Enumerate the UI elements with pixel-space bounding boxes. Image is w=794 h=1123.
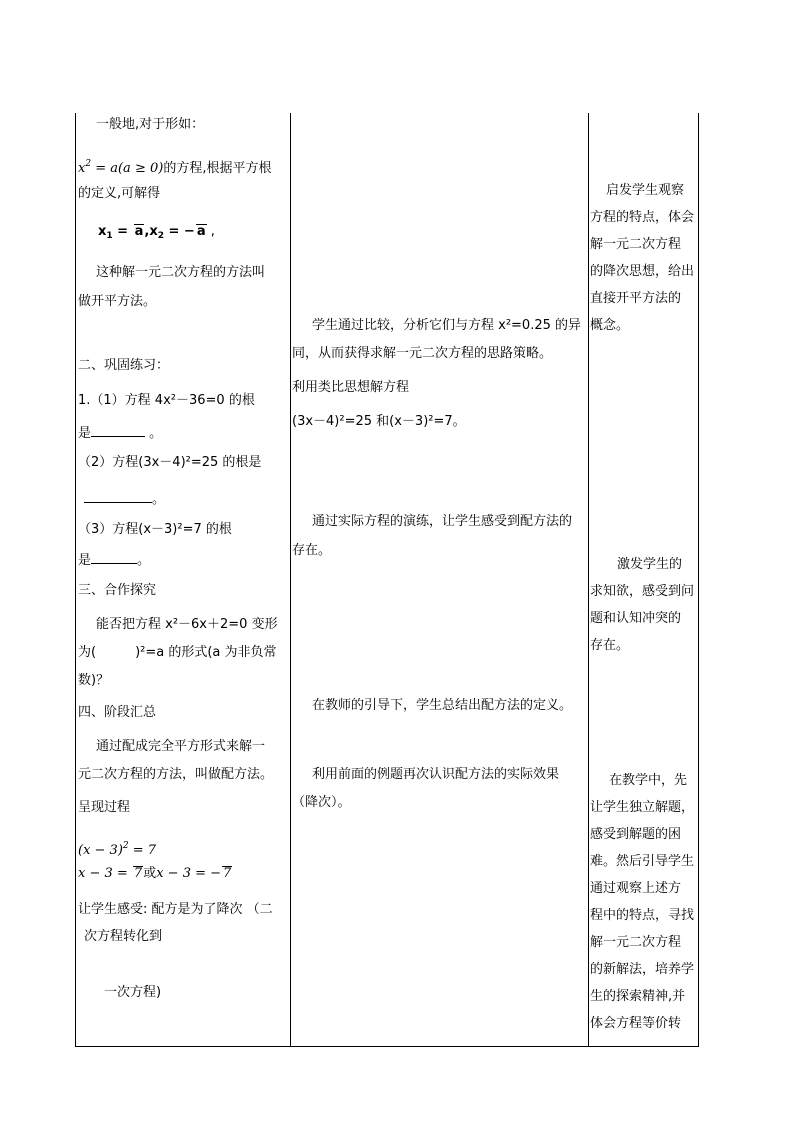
- inspire1-line5: 直接开平方法的: [590, 291, 682, 306]
- exercise-3-line1: （3）方程(x－3)²=7 的根: [78, 522, 232, 537]
- exercise-1-line2: [78, 424, 162, 442]
- teaching-line8: 的新解法，培养学: [590, 962, 695, 977]
- guide-text: 在教师的引导下，学生总结出配方法的定义。: [312, 698, 573, 713]
- equation-form-math: $x^2 = a(a \ge 0)$: [78, 159, 164, 176]
- section-heading-2: 二、巩固练习：: [78, 358, 170, 373]
- feel-line2: 次方程转化到: [84, 929, 163, 944]
- practice-line1: 通过实际方程的演练，让学生感受到配方法的: [312, 514, 573, 529]
- method-desc-line2: 做开平方法。: [78, 294, 157, 309]
- inspire1-line6: 概念。: [590, 318, 630, 333]
- table-border-left: [75, 113, 76, 1047]
- teaching-line2: 让学生独立解题，: [590, 800, 695, 815]
- equation-form-line2: 的定义,可解得: [78, 186, 161, 201]
- equation-form-suffix: 的方程,根据平方根: [163, 161, 272, 176]
- feel-line3: 一次方程): [104, 985, 162, 1000]
- exercise-2-blank: [84, 490, 152, 503]
- exercise-2-suffix: 。: [152, 492, 166, 507]
- summary-line2: 元二次方程的方法，叫做配方法。: [78, 767, 274, 782]
- intro-text: 一般地,对于形如：: [96, 117, 205, 132]
- inspire2-line1: 激发学生的: [617, 557, 683, 572]
- exercise-3-line2: [78, 551, 150, 569]
- table-border-bottom: [75, 1046, 699, 1047]
- teaching-line5: 通过观察上述方: [590, 881, 682, 896]
- inspire1-line1: 启发学生观察: [606, 183, 685, 198]
- teaching-line1: 在教学中，先: [609, 773, 688, 788]
- compare-line1: 学生通过比较，分析它们与方程 x²=0.25 的异: [312, 318, 582, 333]
- exercise-3-blank: [91, 551, 137, 564]
- process-equation-2: x − 3 = 7或x − 3 = − 7: [78, 866, 232, 881]
- practice-line2: 存在。: [292, 543, 332, 558]
- teaching-line10: 体会方程等价转: [590, 1016, 682, 1031]
- exercise-1-suffix: 。: [149, 426, 163, 441]
- solution-formula: $x_1 = a,x_2$ = − a ,: [98, 224, 215, 241]
- teaching-line6: 程中的特点，寻找: [590, 908, 695, 923]
- inspire2-line3: 题和认知冲突的: [590, 611, 682, 626]
- teaching-line3: 感受到解题的困: [590, 827, 682, 842]
- table-divider-2: [588, 113, 589, 1047]
- table-divider-1: [290, 113, 291, 1047]
- explore-line1: 能否把方程 x²－6x＋2=0 变形: [96, 617, 278, 632]
- inspire2-line2: 求知欲，感受到问: [590, 584, 695, 599]
- review-line2: （降次）。: [292, 795, 351, 810]
- analogy-title: 利用类比思想解方程: [292, 380, 410, 395]
- review-line1: 利用前面的例题再次认识配方法的实际效果: [312, 767, 560, 782]
- process-equation-1: $(x - 3)^2 = 7$: [78, 841, 157, 858]
- inspire1-line2: 方程的特点，体会: [590, 210, 695, 225]
- exercise-2-line2: [84, 490, 165, 508]
- method-desc-line1: 这种解一元二次方程的方法叫: [96, 265, 266, 280]
- inspire2-line4: 存在。: [590, 638, 630, 653]
- exercise-1-prefix: 是: [78, 426, 92, 441]
- analogy-equations: (3x－4)²=25 和(x－3)²=7。: [292, 414, 466, 429]
- table-border-right: [698, 113, 699, 1047]
- exercise-1-blank: [91, 424, 145, 437]
- explore-line2: 为( )²=a 的形式(a 为非负常: [78, 645, 277, 660]
- exercise-3-suffix: 。: [137, 553, 151, 568]
- explore-line3: 数)？: [78, 673, 110, 688]
- section-heading-4: 四、阶段汇总: [78, 705, 157, 720]
- process-label: 呈现过程: [78, 800, 131, 815]
- feel-line1: 让学生感受: 配方是为了降次 （二: [78, 902, 273, 917]
- compare-line2: 同，从而获得求解一元二次方程的思路策略。: [292, 346, 553, 361]
- exercise-1-line1: 1.（1）方程 4x²－36=0 的根: [78, 393, 255, 408]
- summary-line1: 通过配成完全平方形式来解一: [96, 739, 266, 754]
- exercise-3-prefix: 是: [78, 553, 92, 568]
- teaching-line7: 解一元二次方程: [590, 935, 682, 950]
- teaching-line4: 难。然后引导学生: [590, 854, 695, 869]
- teaching-line9: 生的探索精神,并: [590, 989, 686, 1004]
- inspire1-line3: 解一元二次方程: [590, 237, 682, 252]
- equation-form-line: [78, 156, 271, 177]
- inspire1-line4: 的降次思想，给出: [590, 264, 695, 279]
- section-heading-3: 三、合作探究: [78, 583, 157, 598]
- exercise-2-line1: （2）方程(3x－4)²=25 的根是: [78, 455, 262, 470]
